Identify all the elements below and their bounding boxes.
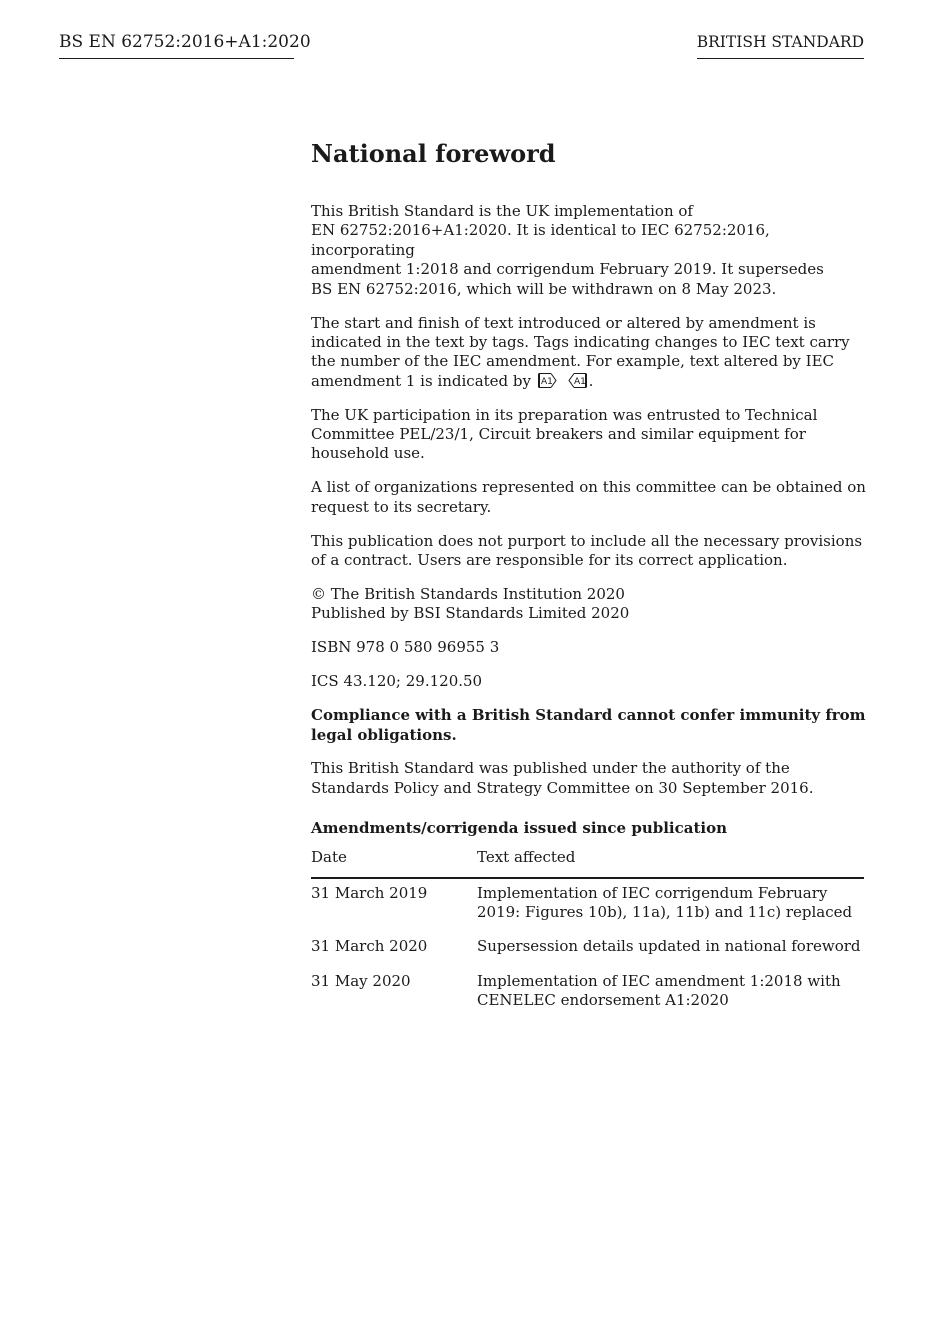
- table-header-row: [311, 838, 864, 877]
- text-line: amendment 1:2018 and corrigendum February 2019. It supersedes: [311, 260, 824, 279]
- text-line: Compliance with a British Standard cannot confer immunity from: [311, 706, 866, 725]
- isbn: ISBN 978 0 580 96955 3: [311, 638, 500, 657]
- text-line: 2019: Figures 10b), 11a), 11b) and 11c) replaced: [477, 903, 853, 922]
- amendment-start-tag-icon: [538, 373, 558, 388]
- text-line: request to its secretary.: [311, 497, 492, 516]
- text-line: Implementation of IEC amendment 1:2018 with: [477, 971, 841, 990]
- paragraph-organizations: [311, 478, 867, 517]
- table-row: [311, 878, 864, 933]
- paragraph-committee: [311, 406, 867, 464]
- amendment-date: 31 March 2020: [311, 937, 428, 956]
- amendments-title: Amendments/corrigenda issued since publication: [311, 819, 727, 838]
- text-line: of a contract. Users are responsible for its correct application.: [311, 551, 788, 570]
- column-header-text-affected: Text affected: [477, 838, 864, 877]
- text-line: © The British Standards Institution 2020: [311, 585, 625, 603]
- page-title: National foreword: [311, 139, 556, 168]
- amendment-text: [477, 967, 864, 1021]
- text-line: The UK participation in its preparation was entrusted to Technical: [311, 405, 818, 424]
- foreword-content: [311, 138, 867, 1021]
- amendments-table: [311, 838, 864, 1020]
- text-line: indicated in the text by tags. Tags indicating changes to IEC text carry: [311, 332, 850, 351]
- amendment-end-tag-icon: [567, 373, 587, 388]
- text-line: legal obligations.: [311, 725, 457, 744]
- text-line: Implementation of IEC corrigendum February: [477, 883, 828, 902]
- paragraph-contract: [311, 532, 867, 571]
- ics: ICS 43.120; 29.120.50: [311, 672, 483, 691]
- text-line: This publication does not purport to include all the necessary provisions: [311, 531, 863, 550]
- paragraph-authority: [311, 759, 867, 798]
- column-header-date: Date: [311, 838, 477, 877]
- amendment-date: 31 May 2020: [311, 971, 411, 990]
- amendment-text: [477, 932, 864, 966]
- table-row: [311, 967, 864, 1021]
- tag-example-text: amendment 1 is indicated by: [311, 371, 531, 390]
- paragraph-copyright: [311, 585, 867, 624]
- text-line: household use.: [311, 444, 425, 463]
- text-line: Supersession details updated in national foreword: [477, 937, 861, 956]
- text-line: Published by BSI Standards Limited 2020: [311, 604, 630, 623]
- text-line: A list of organizations represented on this committee can be obtained on: [311, 478, 866, 497]
- text-line: EN 62752:2016+A1:2020. It is identical to IEC 62752:2016, incorporating: [311, 221, 770, 259]
- header-document-id: BS EN 62752:2016+A1:2020: [59, 30, 294, 59]
- text-line: the number of the IEC amendment. For example, text altered by IEC: [311, 352, 835, 371]
- paragraph-compliance: [311, 706, 867, 745]
- text-line: The start and finish of text introduced or altered by amendment is: [311, 313, 816, 332]
- text-line: Committee PEL/23/1, Circuit breakers and similar equipment for: [311, 425, 806, 444]
- text-line: This British Standard is the UK implementation of: [311, 202, 693, 220]
- text-line: This British Standard was published under the authority of the: [311, 759, 790, 778]
- paragraph-implementation: [311, 202, 867, 299]
- header-document-type: BRITISH STANDARD: [697, 30, 864, 59]
- text-line: Standards Policy and Strategy Committee on 30 September 2016.: [311, 778, 814, 797]
- amendment-text: [477, 878, 864, 933]
- text-line: CENELEC endorsement A1:2020: [477, 991, 729, 1010]
- text-line: BS EN 62752:2016, which will be withdrawn on 8 May 2023.: [311, 279, 777, 298]
- tag-label: A1: [573, 376, 586, 387]
- text-line: [311, 372, 867, 391]
- tag-example-period: .: [588, 371, 594, 390]
- table-row: [311, 932, 864, 966]
- amendment-date: 31 March 2019: [311, 883, 428, 902]
- paragraph-amendment-tags: [311, 314, 867, 392]
- tag-label: A1: [540, 376, 553, 387]
